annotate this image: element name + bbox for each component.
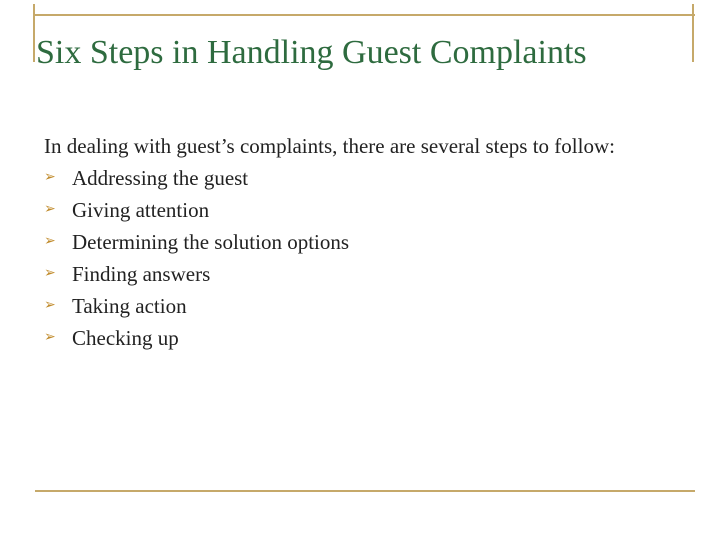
arrowhead-bullet-icon: ➢ bbox=[44, 298, 56, 313]
step-label: Addressing the guest bbox=[72, 166, 249, 190]
bottom-rule bbox=[35, 490, 695, 492]
list-item bbox=[44, 162, 684, 194]
steps-list bbox=[44, 162, 684, 354]
top-rule bbox=[35, 14, 695, 16]
arrowhead-bullet-icon: ➢ bbox=[44, 234, 56, 249]
step-label: Taking action bbox=[72, 294, 187, 318]
list-item bbox=[44, 290, 684, 322]
step-label: Determining the solution options bbox=[72, 230, 350, 254]
step-label: Giving attention bbox=[72, 198, 210, 222]
step-label: Finding answers bbox=[72, 262, 211, 286]
arrowhead-bullet-icon: ➢ bbox=[44, 202, 56, 217]
list-item bbox=[44, 258, 684, 290]
list-item bbox=[44, 194, 684, 226]
arrowhead-bullet-icon: ➢ bbox=[44, 170, 56, 185]
slide-body bbox=[44, 130, 684, 354]
list-item bbox=[44, 226, 684, 258]
step-label: Checking up bbox=[72, 326, 179, 350]
arrowhead-bullet-icon: ➢ bbox=[44, 330, 56, 345]
arrowhead-bullet-icon: ➢ bbox=[44, 266, 56, 281]
slide-title: Six Steps in Handling Guest Complaints bbox=[36, 34, 587, 71]
intro-text: In dealing with guest’s complaints, there are several steps to follow: bbox=[44, 134, 615, 158]
left-frame-rule bbox=[33, 4, 35, 62]
list-item bbox=[44, 322, 684, 354]
